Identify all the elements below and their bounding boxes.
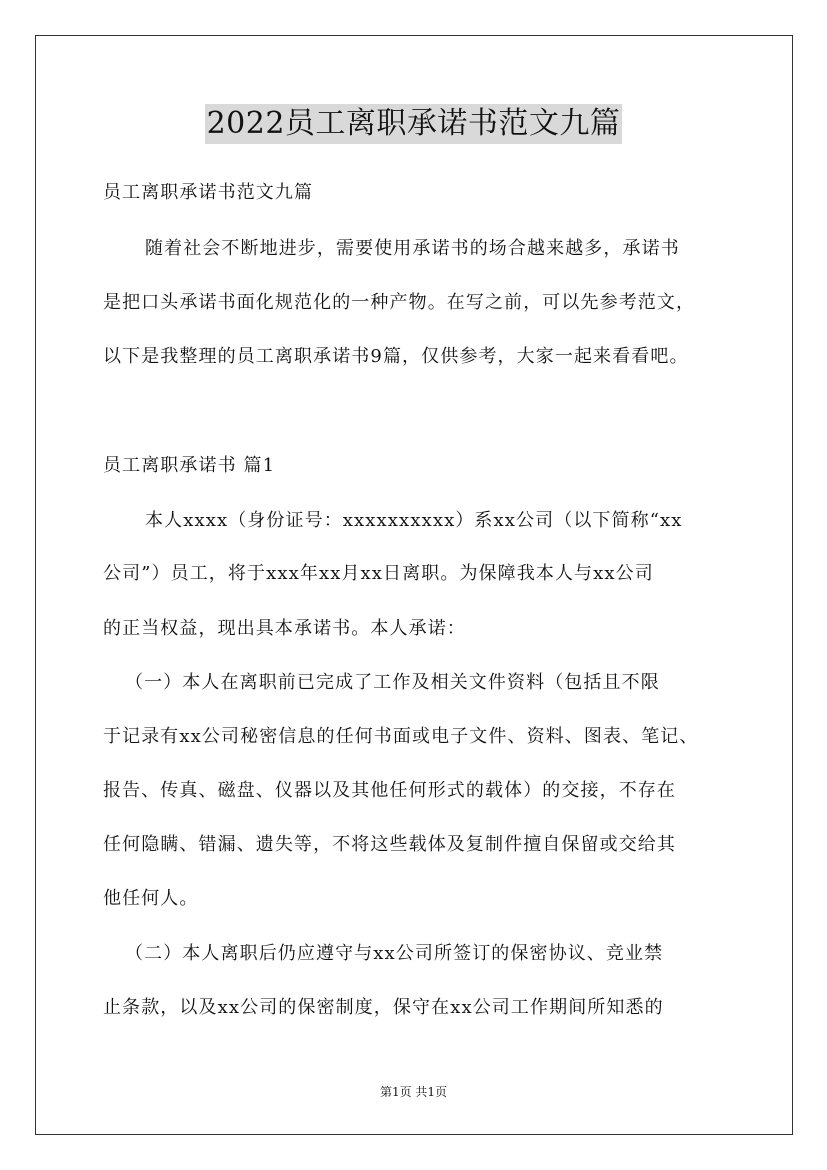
paragraph-line: 止条款，以及xx公司的保密制度，保守在xx公司工作期间所知悉的 bbox=[103, 997, 664, 1018]
paragraph-line: 随着社会不断地进步，需要使用承诺书的场合越来越多，承诺书 bbox=[145, 238, 680, 259]
section-heading: 员工离职承诺书 篇1 bbox=[103, 455, 276, 476]
paragraph-line: 他任何人。 bbox=[103, 888, 199, 909]
paragraph-line: 以下是我整理的员工离职承诺书9篇，仅供参考，大家一起来看看吧。 bbox=[103, 346, 689, 367]
paragraph-line: （二）本人离职后仍应遵守与xx公司所签订的保密协议、竞业禁 bbox=[125, 943, 664, 964]
paragraph-line: （一）本人在离职前已完成了工作及相关文件资料（包括且不限 bbox=[125, 672, 660, 693]
paragraph-line: 报告、传真、磁盘、仪器以及其他任何形式的载体）的交接，不存在 bbox=[103, 780, 676, 801]
paragraph-line: 本人xxxx（身份证号：xxxxxxxxxx）系xx公司（以下简称“xx bbox=[145, 510, 683, 531]
document-title: 2022员工离职承诺书范文九篇 bbox=[205, 104, 623, 144]
paragraph-line: 是把口头承诺书面化规范化的一种产物。在写之前，可以先参考范文， bbox=[103, 292, 696, 313]
page-footer: 第1页 共1页 bbox=[379, 1085, 448, 1099]
paragraph-line: 的正当权益，现出具本承诺书。本人承诺： bbox=[103, 618, 466, 639]
title-container bbox=[0, 104, 827, 144]
paragraph-line: 任何隐瞒、错漏、遗失等，不将这些载体及复制件擅自保留或交给其 bbox=[103, 834, 676, 855]
paragraph-line: 于记录有xx公司秘密信息的任何书面或电子文件、资料、图表、笔记、 bbox=[103, 726, 699, 747]
paragraph-line: 公司”）员工，将于xxx年xx月xx日离职。为保障我本人与xx公司 bbox=[103, 563, 654, 584]
subtitle-line: 员工离职承诺书范文九篇 bbox=[103, 182, 314, 203]
